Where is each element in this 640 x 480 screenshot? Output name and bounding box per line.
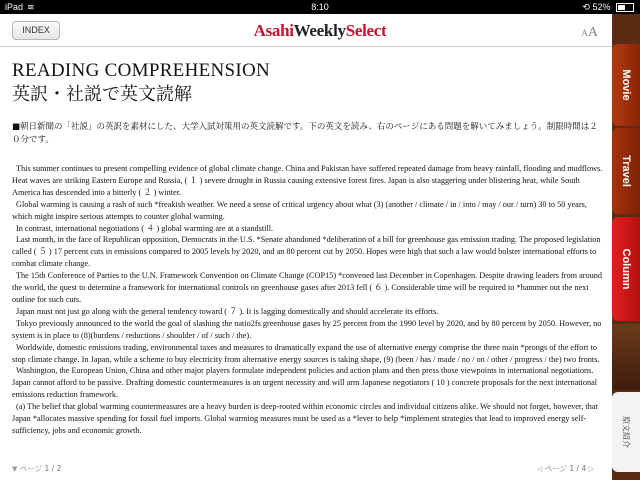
article-paragraph: Washington, the European Union, China and other major players formulate independent policies and action plans and then press those viewpoints in international negotiations. Japan cannot afford to be passive. Drafting domestic countermeasures is an urgent necessity and will arm Japanese negotiators ( 10 ) concrete proposals for the next international emissions reduction framework.	[12, 366, 598, 400]
app-logo	[250, 21, 390, 41]
battery-icon	[616, 3, 634, 12]
lock-rotation-icon: ⟲	[582, 2, 590, 12]
section-tabs	[612, 14, 640, 480]
article-paragraph: The 15th Conference of Parties to the U.N. Framework Convention on Climate Change (COP15) *convened last December in Copenhagen. Despite drawing leaders from around the world, the quest to determine a framework for international controls on greenhouse gases after 2013 fell ( ６ ). Considerable time will be required to *hammer out the next outline for such cuts.	[12, 271, 603, 304]
page-subtitle: 英訳・社説で英文読解	[12, 84, 192, 105]
font-small-glyph: A	[581, 28, 588, 38]
tab-column[interactable]	[612, 217, 640, 321]
tab-column-label: Column	[620, 248, 632, 290]
article-body	[12, 163, 604, 437]
page-title: READING COMPREHENSION	[12, 60, 271, 81]
font-size-icon[interactable]	[581, 23, 598, 41]
wood-background	[612, 324, 640, 390]
instructions: ■朝日新聞の「社説」の英訳を素材にした、大学入試対策用の英文読解です。下の英文を読み、右のページにある問題を解いてみましょう。制限時間は２０分です。	[12, 122, 598, 145]
tab-travel[interactable]	[612, 128, 640, 214]
article-paragraph: Japan must not just go along with the general tendency toward ( ７ ). It is lagging domestically and should accelerate its efforts.	[16, 306, 439, 316]
battery-status	[582, 0, 634, 14]
index-button[interactable]: INDEX	[12, 21, 60, 40]
article-paragraph: (a) The belief that global warming countermeasures are a heavy burden is deep-rooted within economic circles and individual citizens alike. We should not forget, however, that Japan *allocates massive spending for fossil fuel imports. Global warming measures must be used as a *lever to help *implement strategies that lead to improved energy self-sufficiency, jobs and economic growth.	[12, 402, 598, 435]
article-paragraph: Tokyo previously announced to the world the goal of slashing the natio2fs greenhouse gases by 25 percent from the 1990 level by 2020, and by 80 percent by 2050. However, no system is in place to (8)(burdens / reductions / shoulder / of / such / the).	[12, 318, 602, 340]
battery-percent: 52%	[592, 2, 611, 12]
logo-part-asahi: Asahi	[253, 21, 294, 40]
triangle-right-icon: ▷	[588, 465, 594, 473]
app-header	[0, 14, 612, 47]
triangle-down-icon: ▼	[12, 465, 18, 473]
triangle-left-icon: ◁	[536, 465, 543, 473]
logo-part-select: Select	[345, 21, 387, 40]
font-large-glyph: A	[587, 25, 598, 40]
article-paragraph: Global warming is causing a rash of such *freakish weather. We need a sense of critical urgency about what (3) (another / climate / in / into / may / our / turn) 30 to 50 years, which might inspire serious attempts to counter global warming.	[12, 199, 587, 221]
tab-travel-label: Travel	[620, 155, 632, 187]
page-indicator-left[interactable]: ▼ ページ 1 / 2	[12, 464, 62, 473]
page-indicator-right[interactable]: ◁ ページ 1 / 4 ▷	[536, 464, 594, 473]
status-bar	[0, 0, 640, 14]
logo-part-weekly: Weekly	[293, 21, 346, 40]
tab-news-label: 原文紹介	[621, 416, 631, 448]
article-page	[0, 47, 612, 480]
tab-news[interactable]	[612, 392, 640, 472]
battery-fill	[618, 5, 625, 10]
status-time: 8:10	[311, 2, 329, 12]
article-paragraph: In contrast, international negotiations ( ４ ) global warming are at a standstill.	[16, 223, 274, 233]
tab-movie-label: Movie	[620, 69, 632, 101]
device-label: iPad ≋	[5, 2, 35, 12]
article-paragraph: Worldwide, domestic emissions trading, environmental taxes and measures to dramatically expand the use of alternative energy comprise the three main *prongs of the effort to stop climate change. In Japan, while a scheme to buy electricity from alternative energy sources is taking shape, (9) (been / has / made / no / on / other / progress / the) two fronts.	[12, 342, 600, 364]
wifi-icon: ≋	[27, 2, 35, 12]
article-paragraph: This summer continues to present compelling evidence of global climate change. China and Pakistan have suffered repeated damage from heavy rainfall, flooding and mudflows. Heat waves are striking Eastern Europe and Russia, ( １ ) severe drought in Russia causing extensive forest fires. Japan is also staggering under blistering heat, while South America has descended into a bitterly ( ２ ) winter.	[12, 164, 603, 197]
article-paragraph: Last month, in the face of Republican opposition, Democrats in the U.S. *Senate abandoned *deliberation of a bill for greenhouse gas emission trading. The proposed legislation called ( ５ ) 17 percent cuts in emissions compared to 2005 levels by 2020, and an 80 percent cut by 2050. Hopes were high that such a law would bolster international efforts to combat climate change.	[12, 235, 601, 269]
tab-movie[interactable]	[612, 44, 640, 126]
